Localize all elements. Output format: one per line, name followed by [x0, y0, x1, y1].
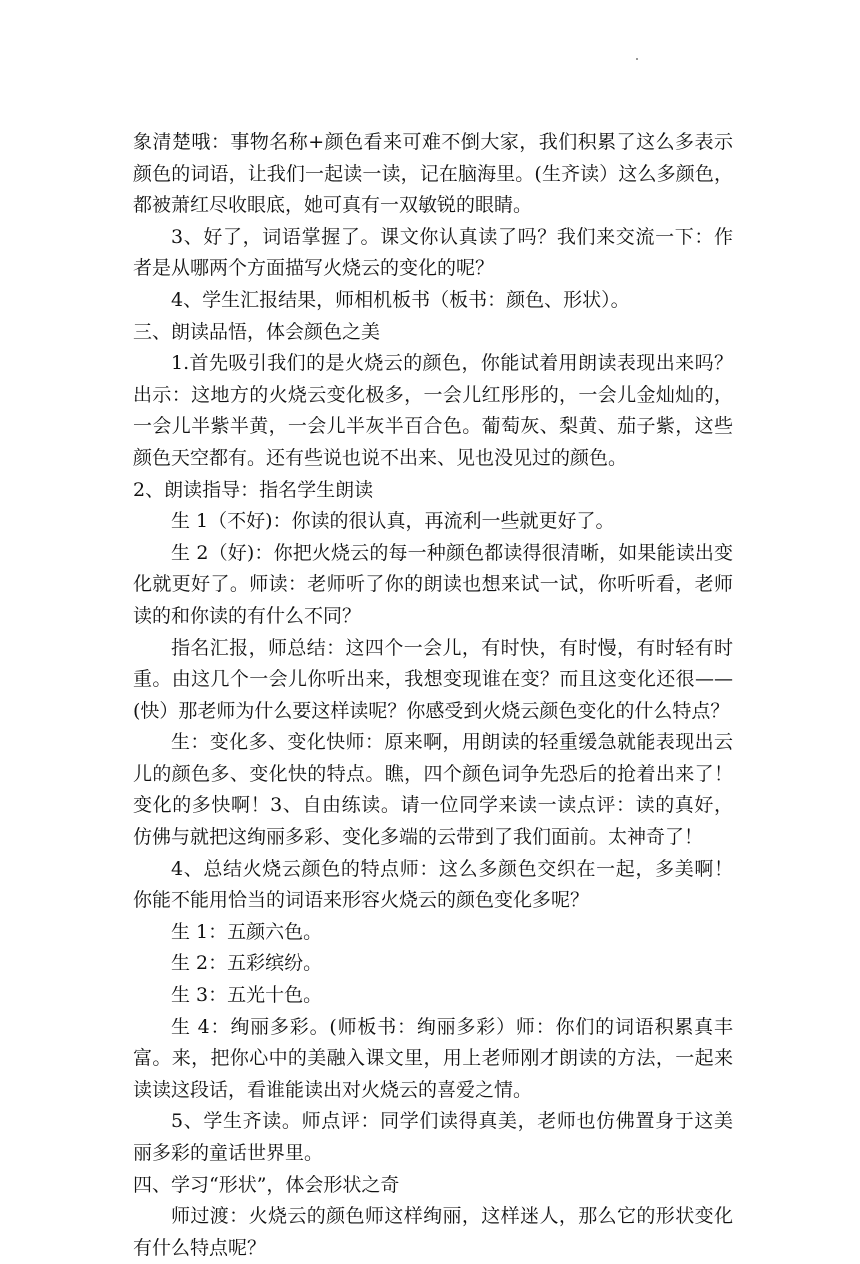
- paragraph-transition: 师过渡：火烧云的颜色师这样绚丽，这样迷人，那么它的形状变化有什么特点呢？: [133, 1205, 733, 1259]
- paragraph-step-4-color: 4、总结火烧云颜色的特点师：这么多颜色交织在一起，多美啊！你能不能用恰当的词语来形容火烧云的颜色变化多呢？: [133, 857, 733, 912]
- paragraph-reading-1: 1.首先吸引我们的是火烧云的颜色，你能试着用朗读表现出来吗？出示：这地方的火烧云变化极多，一会儿红彤彤的，一会儿金灿灿的，一会儿半紫半黄，一会儿半灰半百合色。葡萄灰、梨黄、茄子紫，这些颜色天空都有。还有些说也说不出来、见也没见过的颜色。: [133, 352, 733, 469]
- paragraph-student-2: 生 2（好)：你把火烧云的每一种颜色都读得很清晰，如果能读出变化就更好了。师读：老师听了你的朗读也想来试一试，你听听看，老师读的和你读的有什么不同？: [133, 541, 733, 627]
- paragraph-student-1: 生 1（不好)：你读的很认真，再流利一些就更好了。: [171, 510, 615, 533]
- paragraph-step-4: 4、学生汇报结果，师相机板书（板书：颜色、形状）。: [171, 288, 630, 311]
- paragraph-continued: 象清楚哦：事物名称+颜色看来可难不倒大家，我们积累了这么多表示颜色的词语，让我们一起读一读，记在脑海里。(生齐读）这么多颜色，都被萧红尽收眼底，她可真有一双敏锐的眼睛。: [133, 131, 733, 217]
- subheading-reading-guide: 2、朗读指导：指名学生朗读: [133, 478, 374, 501]
- paragraph-answer-3: 生 3：五光十色。: [171, 984, 323, 1007]
- section-heading-3: 三、朗读品悟，体会颜色之美: [133, 320, 381, 343]
- section-heading-4: 四、学习“形状”，体会形状之奇: [133, 1173, 400, 1196]
- page-mark: [636, 58, 638, 60]
- paragraph-step-3: 3、好了，词语掌握了。课文你认真读了吗？我们来交流一下：作者是从哪两个方面描写火烧云的变化的呢？: [133, 225, 733, 280]
- paragraph-answer-2: 生 2：五彩缤纷。: [171, 952, 323, 975]
- paragraph-step-5: 5、学生齐读。师点评：同学们读得真美，老师也仿佛置身于这美丽多彩的童话世界里。: [133, 1110, 733, 1164]
- paragraph-summary: 指名汇报，师总结：这四个一会儿，有时快，有时慢，有时轻有时重。由这几个一会儿你听出来，我想变现谁在变？而且这变化还很——(快）那老师为什么要这样读呢？你感受到火烧云颜色变化的什么特点？: [133, 636, 733, 722]
- document-body: [133, 127, 733, 1264]
- paragraph-student-response: 生：变化多、变化快师：原来啊，用朗读的轻重缓急就能表现出云儿的颜色多、变化快的特点。瞧，四个颜色词争先恐后的抢着出来了！变化的多快啊！3、自由练读。请一位同学来读一读点评：读的真好，仿佛与就把这绚丽多彩、变化多端的云带到了我们面前。太神奇了！: [133, 731, 733, 849]
- paragraph-answer-4: 生 4：绚丽多彩。(师板书：绚丽多彩）师：你们的词语积累真丰富。来，把你心中的美融入课文里，用上老师刚才朗读的方法，一起来读读这段话，看谁能读出对火烧云的喜爱之情。: [133, 1015, 733, 1101]
- paragraph-answer-1: 生 1：五颜六色。: [171, 920, 323, 943]
